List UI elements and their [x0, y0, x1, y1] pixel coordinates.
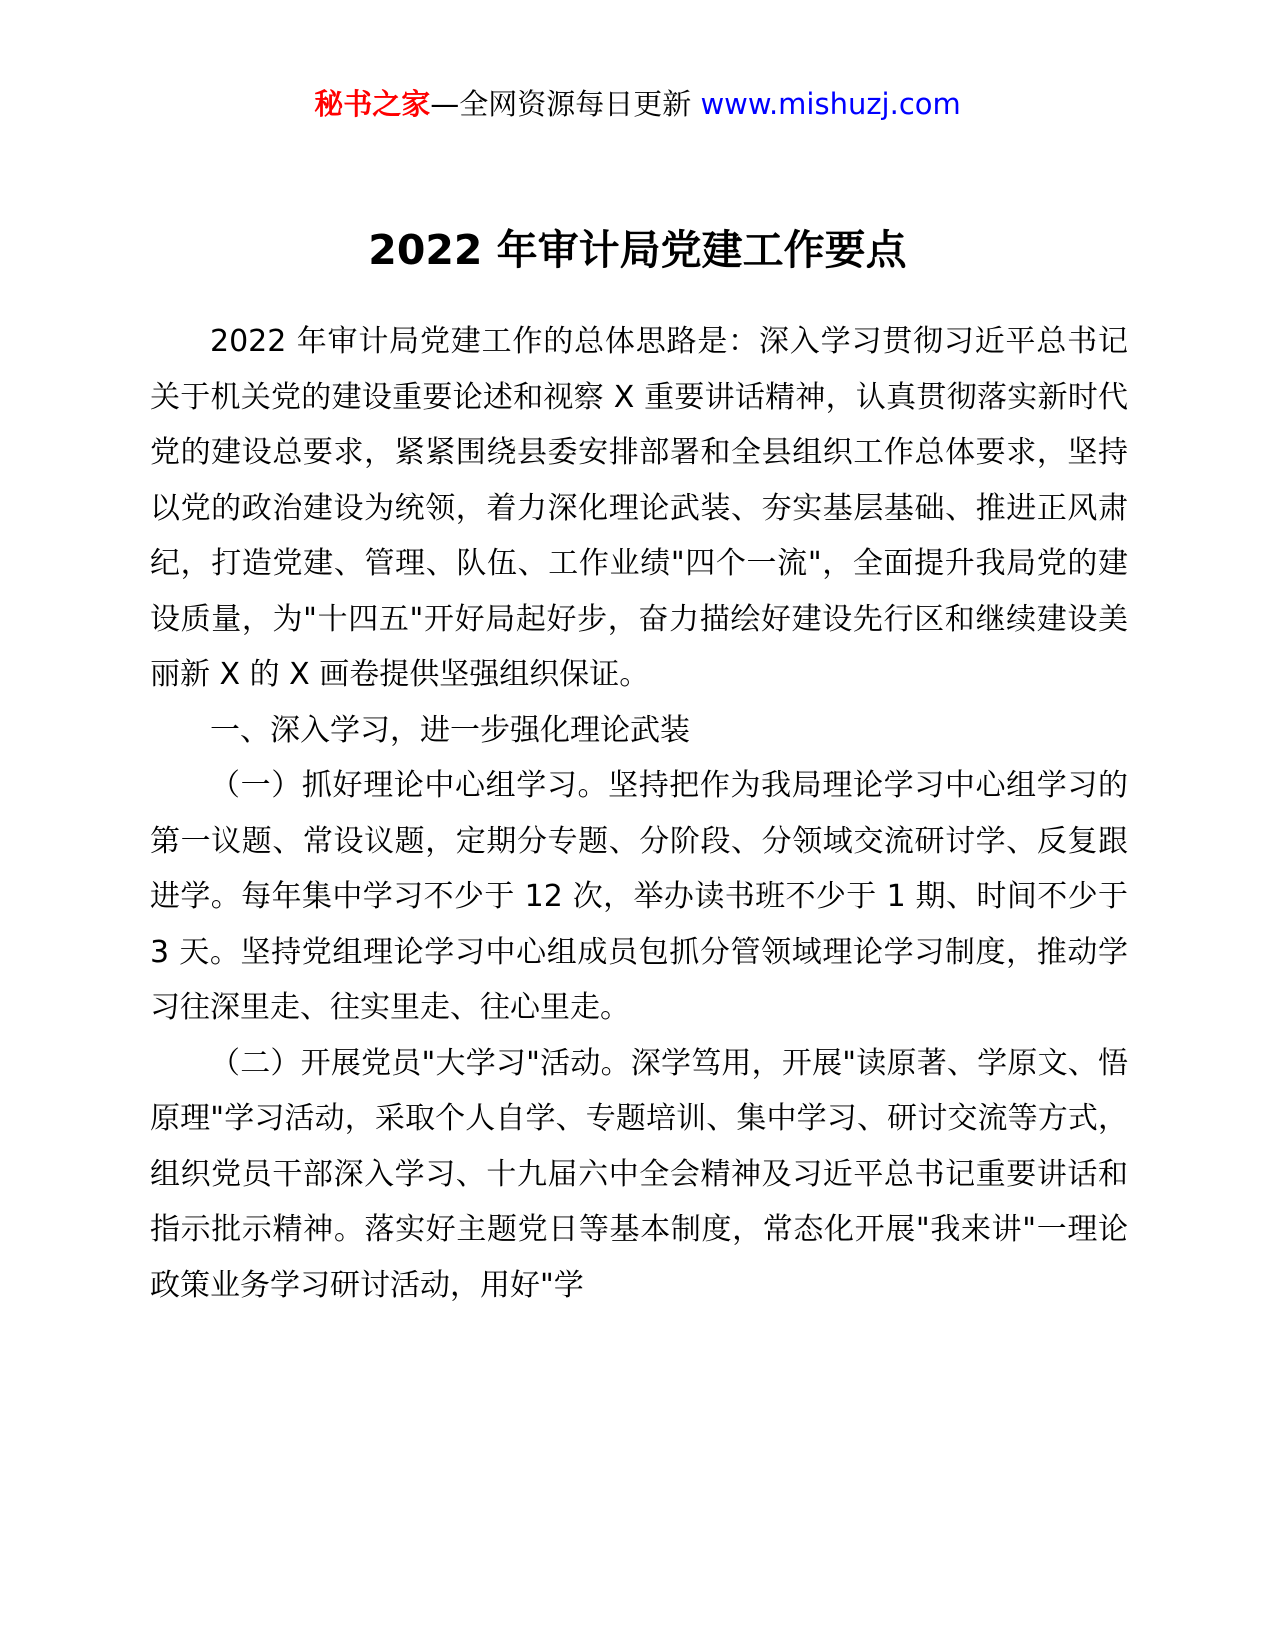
intro-paragraph: 2022 年审计局党建工作的总体思路是：深入学习贯彻习近平总书记关于机关党的建设重要论述和视察 X 重要讲话精神，认真贯彻落实新时代党的建设总要求，紧紧围绕县委安排部署和全县组织工作总体要求，坚持以党的政治建设为统领，着力深化理论武装、夯实基层基础、推进正风肃纪，打造党建、管理、队伍、工作业绩"四个一流"，全面提升我局党的建设质量，为"十四五"开好局起好步，奋力描绘好建设先行区和继续建设美丽新 X 的 X 画卷提供坚强组织保证。 — [150, 324, 1128, 692]
site-header — [0, 84, 1275, 124]
document-title: 2022 年审计局党建工作要点 — [368, 226, 907, 274]
body-paragraph: （二）开展党员"大学习"活动。深学笃用，开展"读原著、学原文、悟原理"学习活动，采取个人自学、专题培训、集中学习、研讨交流等方式，组织党员干部深入学习、十九届六中全会精神及习近平总书记重要讲话和指示批示精神。落实好主题党日等基本制度，常态化开展"我来讲"一理论政策业务学习研讨活动，用好"学 — [150, 1045, 1128, 1303]
section-heading: 一、深入学习，进一步强化理论武装 — [210, 712, 690, 748]
site-brand: 秘书之家 — [314, 87, 431, 121]
site-url-link[interactable]: www.mishuzj.com — [700, 87, 961, 121]
site-tagline: —全网资源每日更新 — [430, 87, 692, 121]
document-body — [150, 314, 1128, 1313]
body-paragraph: （一）抓好理论中心组学习。坚持把作为我局理论学习中心组学习的第一议题、常设议题，定期分专题、分阶段、分领域交流研讨学、反复跟进学。每年集中学习不少于 12 次，举办读书班不少于 1 期、时间不少于 3 天。坚持党组理论学习中心组成员包抓分管领域理论学习制度，推动学习往深里走、往实里走、往心里走。 — [150, 768, 1128, 1025]
